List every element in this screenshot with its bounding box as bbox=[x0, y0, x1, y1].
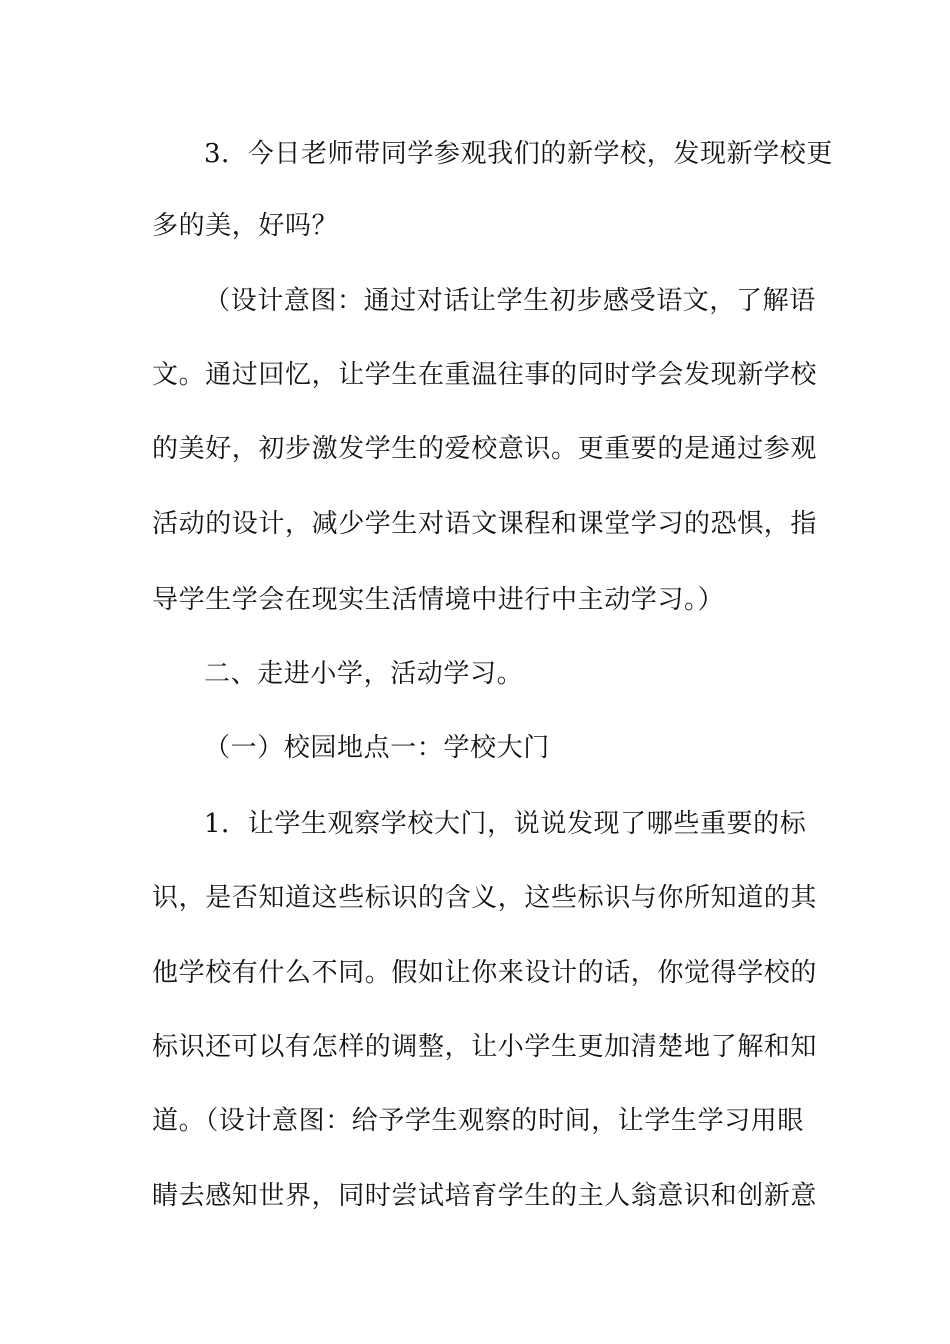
text-line: 导学生学会在现实生活情境中进行中主动学习。） bbox=[152, 585, 725, 615]
text-line: 活动的设计，减少学生对语文课程和课堂学习的恐惧，指 bbox=[152, 509, 818, 539]
text-line: 3．今日老师带同学参观我们的新学校，发现新学校更 bbox=[204, 139, 833, 169]
text-line: 的美好，初步激发学生的爱校意识。更重要的是通过参观 bbox=[152, 434, 818, 464]
text-line: 睛去感知世界，同时尝试培育学生的主人翁意识和创新意 bbox=[152, 1181, 818, 1211]
text-line: （设计意图：通过对话让学生初步感受语文，了解语 bbox=[204, 286, 816, 316]
text-line: 标识还可以有怎样的调整，让小学生更加清楚地了解和知 bbox=[152, 1032, 818, 1062]
text-line: 道。（设计意图：给予学生观察的时间，让学生学习用眼 bbox=[152, 1106, 805, 1136]
section-heading: 二、走进小学，活动学习。 bbox=[204, 659, 524, 689]
text-line: 识，是否知道这些标识的含义，这些标识与你所知道的其 bbox=[152, 883, 818, 913]
text-line: 1．让学生观察学校大门，说说发现了哪些重要的标 bbox=[204, 809, 807, 839]
text-line: 文。通过回忆，让学生在重温往事的同时学会发现新学校 bbox=[152, 360, 818, 390]
text-line: 多的美，好吗？ bbox=[152, 211, 339, 241]
text-line: 他学校有什么不同。假如让你来设计的话，你觉得学校的 bbox=[152, 958, 818, 988]
subsection-heading: （一）校园地点一：学校大门 bbox=[204, 733, 550, 763]
